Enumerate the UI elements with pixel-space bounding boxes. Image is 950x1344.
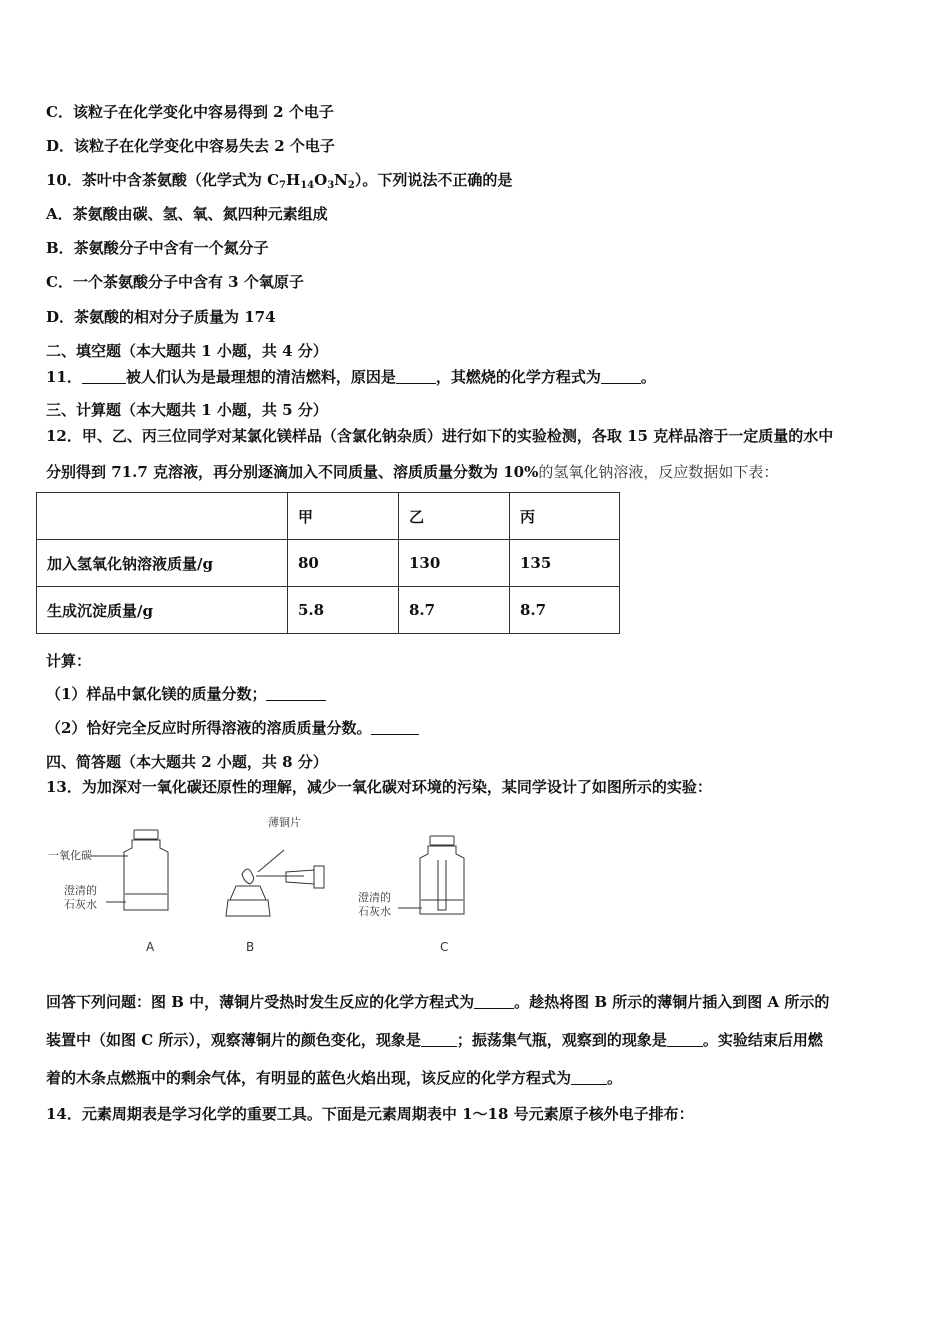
table-cell: 乙 (399, 493, 510, 540)
q13-paragraph-line3: 着的木条点燃瓶中的剩余气体，有明显的蓝色火焰出现，该反应的化学方程式为 。 (46, 1069, 623, 1087)
label-limewater: 澄清的 (64, 884, 97, 897)
answer-blank[interactable] (266, 686, 326, 701)
copper-sheet (438, 860, 446, 910)
q10-option-d: D．茶氨酸的相对分子质量为 174 (46, 308, 276, 326)
experiment-figure (46, 810, 486, 960)
label-copper: 薄铜片 (268, 816, 301, 829)
q11-stem: 11． 被人们认为是最理想的清洁燃料，原因是 ，其燃烧的化学方程式为 。 (46, 368, 656, 386)
q12-line2: 分别得到 71.7 克溶液，再分别逐滴加入不同质量、溶质质量分数为 10%的氢氧化钠溶液，反应数据如下表： (46, 463, 779, 481)
section2-heading: 二、填空题（本大题共 1 小题，共 4 分） (46, 342, 328, 360)
section3-heading: 三、计算题（本大题共 1 小题，共 5 分） (46, 401, 328, 419)
table-row (37, 587, 620, 634)
section4-heading: 四、简答题（本大题共 2 小题，共 8 分） (46, 753, 328, 771)
table-cell: 8.7 (510, 587, 620, 634)
table-cell: 丙 (510, 493, 620, 540)
q12-line1: 12．甲、乙、丙三位同学对某氯化镁样品（含氯化钠杂质）进行如下的实验检测，各取 15 克样品溶于一定质量的水中 (46, 427, 834, 445)
answer-blank[interactable] (421, 1032, 457, 1047)
answer-blank[interactable] (601, 369, 641, 384)
table-cell (37, 493, 288, 540)
stopper (134, 830, 158, 839)
q13-paragraph-line2: 装置中（如图 C 所示），观察薄铜片的颜色变化，现象是 ；振荡集气瓶，观察到的现象是 。实验结束后用燃 (46, 1031, 823, 1049)
q10-stem: 10．茶叶中含茶氨酸（化学式为 $C_7H_{14}O_3N_2$）。下列说法不正确的是 (46, 171, 513, 191)
gas-bottle (420, 846, 464, 914)
tong-handle (314, 866, 324, 888)
q10-option-b: B．茶氨酸分子中含有一个氮分子 (46, 239, 269, 257)
q13-paragraph-line1: 回答下列问题：图 B 中，薄铜片受热时发生反应的化学方程式为 。趁热将图 B 所示的薄铜片插入到图 A 所示的 (46, 993, 830, 1011)
table-cell: 甲 (288, 493, 399, 540)
answer-blank[interactable] (82, 369, 126, 384)
caption-c: C (440, 940, 449, 954)
calc-label: 计算： (46, 652, 92, 670)
reaction-data-table (36, 492, 620, 634)
label-limewater: 石灰水 (64, 898, 97, 911)
q14-stem: 14．元素周期表是学习化学的重要工具。下面是元素周期表中 1～18 号元素原子核外电子排布： (46, 1105, 694, 1123)
apparatus-b (226, 850, 324, 916)
table-cell: 5.8 (288, 587, 399, 634)
q12-sub1: （1）样品中氯化镁的质量分数； (46, 684, 326, 704)
q9-option-c: C．该粒子在化学变化中容易得到 2 个电子 (46, 103, 334, 121)
crucible-tongs (286, 870, 314, 884)
lamp-base (226, 900, 270, 916)
label-limewater: 澄清的 (358, 891, 391, 904)
apparatus-c (398, 836, 464, 914)
q10-option-c: C．一个茶氨酸分子中含有 3 个氧原子 (46, 273, 304, 291)
table-cell: 生成沉淀质量/g (37, 587, 288, 634)
answer-blank[interactable] (667, 1032, 703, 1047)
q10-option-a: A．茶氨酸由碳、氢、氧、氮四种元素组成 (46, 205, 328, 223)
apparatus-a (90, 830, 168, 910)
caption-a: A (146, 940, 155, 954)
table-cell: 加入氢氧化钠溶液质量/g (37, 540, 288, 587)
table-row (37, 540, 620, 587)
caption-b: B (246, 940, 255, 954)
table-cell: 135 (510, 540, 620, 587)
alcohol-lamp (230, 886, 266, 900)
answer-blank[interactable] (474, 994, 514, 1009)
answer-blank[interactable] (396, 369, 436, 384)
table-cell: 130 (399, 540, 510, 587)
label-limewater: 石灰水 (358, 905, 391, 918)
flame (242, 869, 254, 884)
leader-line (258, 850, 284, 872)
q12-sub2: （2）恰好完全反应时所得溶液的溶质质量分数。 (46, 718, 419, 738)
table-header-row (37, 493, 620, 540)
table-cell: 8.7 (399, 587, 510, 634)
label-co: 一氧化碳 (48, 849, 92, 862)
answer-blank[interactable] (371, 720, 419, 735)
answer-blank[interactable] (571, 1070, 607, 1085)
q13-stem: 13．为加深对一氧化碳还原性的理解，减少一氧化碳对环境的污染，某同学设计了如图所示的实验： (46, 778, 712, 796)
q9-option-d: D．该粒子在化学变化中容易失去 2 个电子 (46, 137, 335, 155)
gas-bottle (124, 840, 168, 910)
table-cell: 80 (288, 540, 399, 587)
stopper (430, 836, 454, 845)
